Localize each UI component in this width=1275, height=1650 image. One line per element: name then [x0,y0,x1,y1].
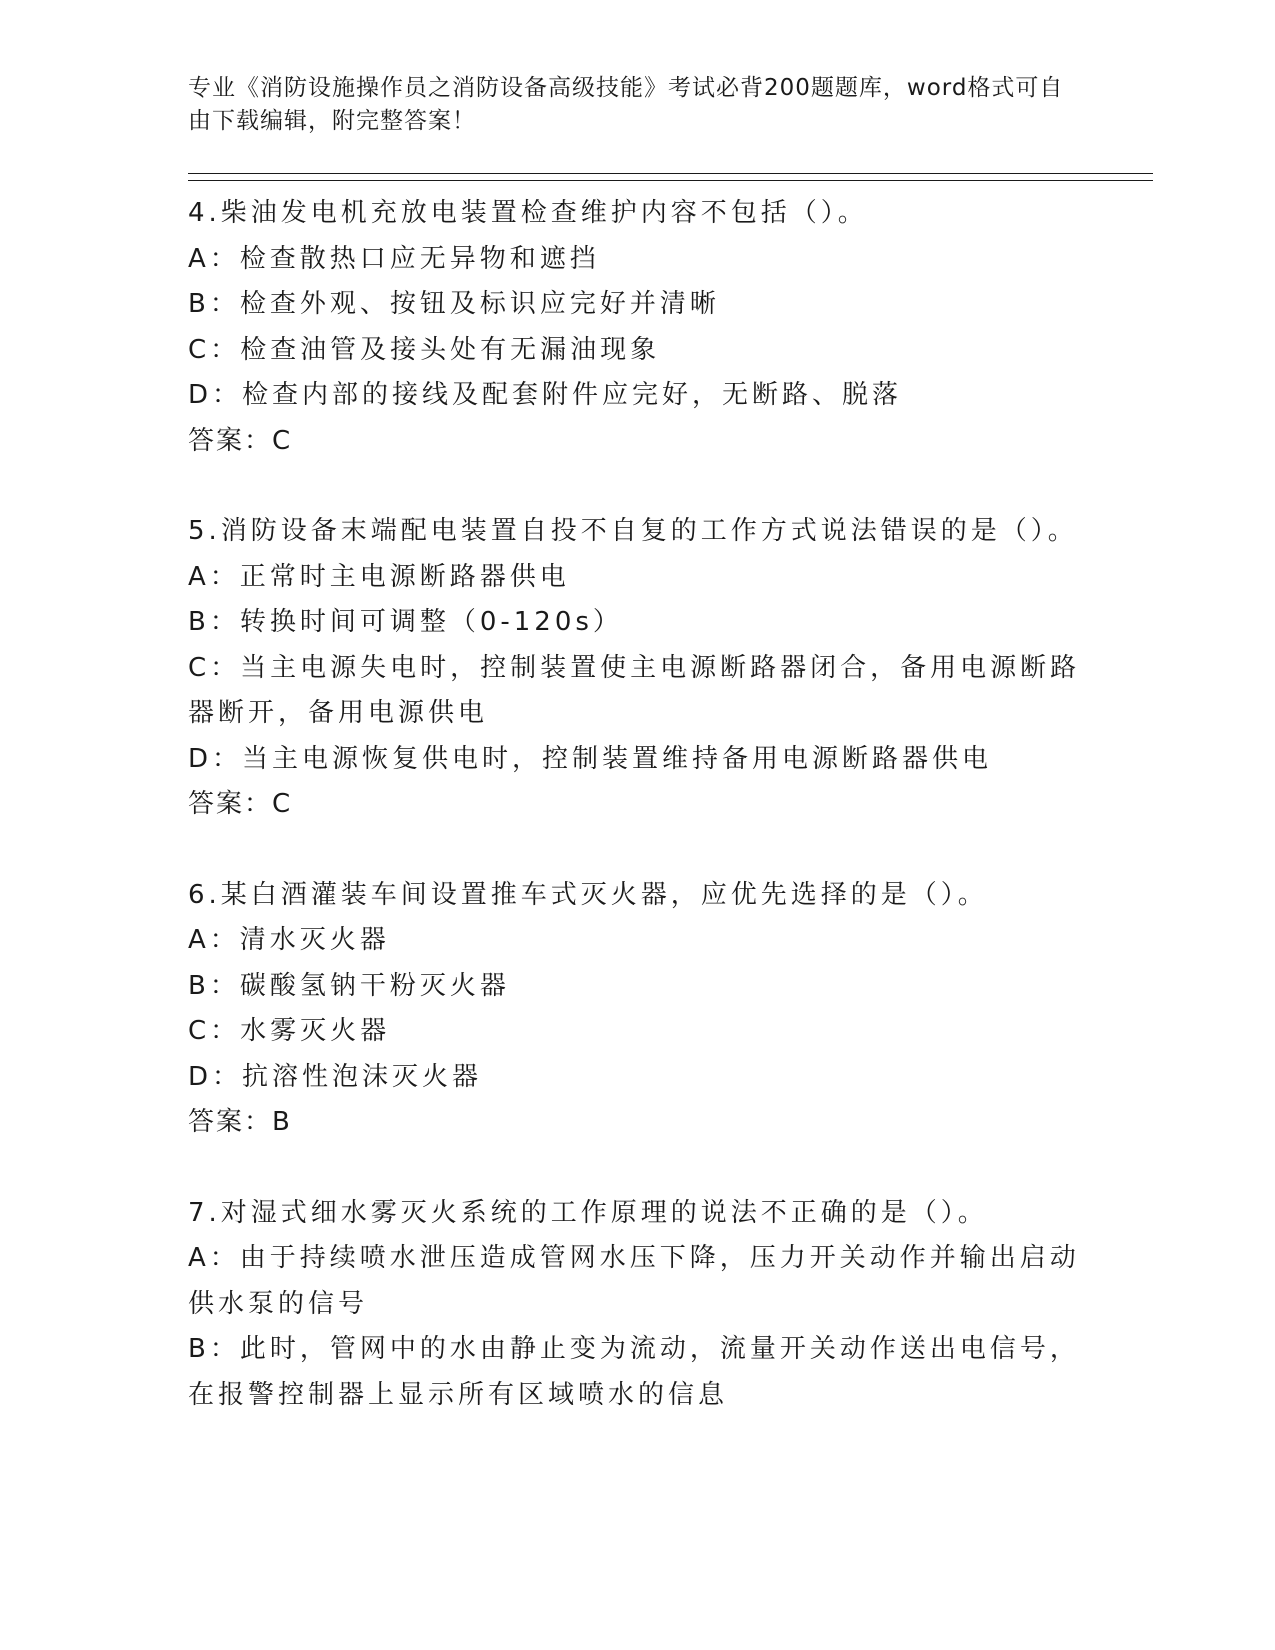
question-stem: 5.消防设备末端配电装置自投不自复的工作方式说法错误的是（）。 [188,516,1078,546]
document-header: 专业《消防设施操作员之消防设备高级技能》考试必背200题题库，word格式可自由下载编辑，附完整答案！ [188,75,1064,134]
question-5 [188,509,1088,828]
option-b: B：此时，管网中的水由静止变为流动，流量开关动作送出电信号，在报警控制器上显示所有区域喷水的信息 [188,1334,1080,1410]
option-b: B：碳酸氢钠干粉灭火器 [188,970,510,1001]
question-4 [188,191,1088,464]
option-b: B：检查外观、按钮及标识应完好并清晰 [188,289,720,319]
option-c: C：水雾灭火器 [188,1016,391,1046]
option-d: D：检查内部的接线及配套附件应完好，无断路、脱落 [188,380,903,410]
question-6 [188,873,1088,1146]
option-c: C：检查油管及接头处有无漏油现象 [188,334,661,365]
question-stem: 4.柴油发电机充放电装置检查维护内容不包括（）。 [188,198,868,228]
answer: 答案：B [188,1107,292,1137]
option-b: B：转换时间可调整（0-120s） [188,607,623,637]
question-stem: 6.某白酒灌装车间设置推车式灭火器，应优先选择的是（）。 [188,879,988,910]
header-divider-bottom [188,180,1153,181]
question-stem: 7.对湿式细水雾灭火系统的工作原理的说法不正确的是（）。 [188,1197,988,1228]
option-a: A：检查散热口应无异物和遮挡 [188,243,600,274]
option-d: D：当主电源恢复供电时，控制装置维持备用电源断路器供电 [188,743,993,774]
question-7 [188,1191,1088,1419]
header-divider-top [188,173,1153,174]
option-d: D：抗溶性泡沫灭火器 [188,1061,483,1092]
question-list [188,191,1088,1463]
option-a: A：清水灭火器 [188,925,390,955]
answer: 答案：C [188,789,293,819]
option-a: A：正常时主电源断路器供电 [188,561,570,592]
option-c: C：当主电源失电时，控制装置使主电源断路器闭合，备用电源断路器断开，备用电源供电 [188,652,1081,728]
option-a: A：由于持续喷水泄压造成管网水压下降，压力开关动作并输出启动供水泵的信号 [188,1243,1080,1319]
answer: 答案：C [188,425,293,456]
